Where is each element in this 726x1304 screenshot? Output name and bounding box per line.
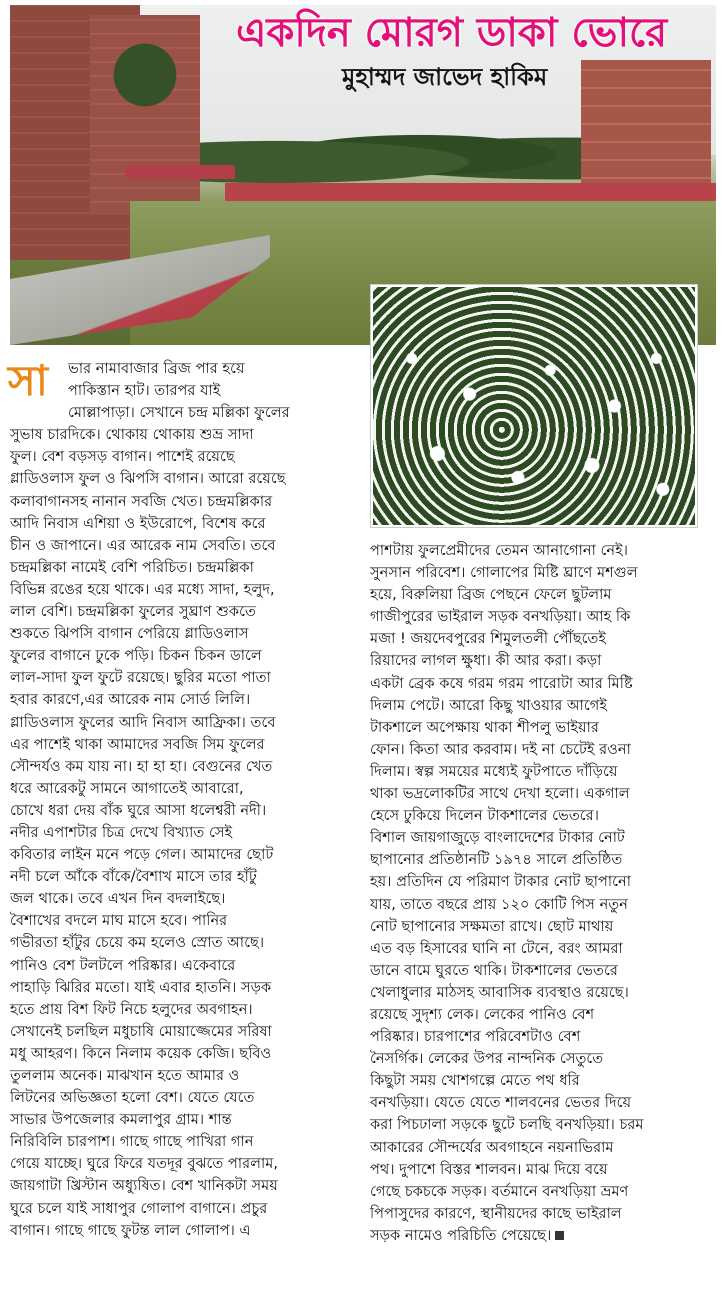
body-text-line: ছাপানোর প্রতিষ্ঠানটি ১৯৭৪ সালে প্রতিষ্ঠিত [370, 851, 623, 869]
body-text-line: চোখে ধরা দেয় বাঁক ঘুরে আসা ধলেশ্বরী নদী। [10, 801, 267, 819]
body-text-line: নোট ছাপানোর সক্ষমতা রাখে। ছোট মাথায় [370, 917, 614, 935]
body-text-line: দিলাম। স্বল্প সময়ের মধ্যেই ফুটপাতে দাঁড়িয়ে [370, 762, 618, 780]
body-text-line: মধু আহরণ। কিনে নিলাম কয়েক কেজি। ছবিও [10, 1044, 272, 1062]
chrysanthemum-field-photo [371, 285, 697, 527]
body-text-line: জল থাকে। তবে এখন দিন বদলাইছে। [10, 890, 226, 908]
body-text-line: গ্লাডিওলাস ফুল ও ঝিপসি বাগান। আরো রয়েছে [10, 470, 286, 488]
body-text-line: হতে প্রায় বিশ ফিট নিচে হলুদের অবগাহন। [10, 1000, 253, 1018]
body-text-line: হয়ে, বিরুলিয়া ব্রিজ পেছনে ফেলে ছুটলাম [370, 586, 612, 604]
body-text-line: নিরিবিলি চারপাশ। গাছে গাছে পাখিরা গান [10, 1133, 254, 1151]
body-text-line: পরিষ্কার। চারপাশের পরিবেশটাও বেশ [370, 1028, 581, 1046]
body-text-line: তুললাম অনেক। মাঝখান হতে আমার ও [10, 1067, 240, 1084]
body-text-line: সড়ক নামেও পরিচিতি পেয়েছে। [370, 1225, 716, 1247]
body-text-line: শুকতে ঝিপসি বাগান পেরিয়ে গ্লাডিওলাস [10, 625, 249, 643]
body-text-line: কিছুটা সময় খোশগল্পে মেতে পথ ধরি [370, 1072, 580, 1090]
body-text-line: এত বড় হিসাবের ঘানি না টেনে, বরং আমরা [370, 939, 623, 957]
body-text-line: একটা ব্রেক কষে গরম গরম পারোটা আর মিষ্টি [370, 674, 633, 692]
body-text-line: এর পাশেই থাকা আমাদের সবজি সিম ফুলের [10, 735, 265, 753]
body-text-line: বিশাল জায়গাজুড়ে বাংলাদেশের টাকার নোট [370, 829, 625, 847]
body-text-line: গভীরতা হাঁটুর চেয়ে কম হলেও স্রোত আছে। [10, 934, 265, 952]
body-text-line: লিটনের অভিজ্ঞতা হলো বেশ। যেতে যেতে [10, 1089, 255, 1107]
body-text-line: পাশটায় ফুলপ্রেমীদের তেমন আনাগোনা নেই। [370, 542, 628, 559]
body-text-line: ধরে আরেকটু সামনে আগাতেই আবারো, [10, 779, 244, 797]
body-text-line: কবিতার লাইন মনে পড়ে গেল। আমাদের ছোট [10, 846, 274, 864]
red-boundary-wall [225, 183, 716, 201]
body-text-line: টাকশালে অপেক্ষায় থাকা শীপলু ভাইয়ার [370, 718, 599, 736]
column-right [370, 540, 716, 1247]
body-text-line: হয়। প্রতিদিন যে পরিমাণ টাকার নোট ছাপানো [370, 873, 631, 891]
body-text-line: লাল-সাদা ফুল ফুটে রয়েছে। ছুরির মতো পাতা [10, 669, 271, 687]
body-text-line: করা পিচঢালা সড়কে ছুটে চলছি বনখড়িয়া। চরম [370, 1116, 644, 1134]
body-text-line: পাকিস্তান হাট। তারপর যাই [68, 382, 221, 400]
body-text-line: হবার কারণে,এর আরেক নাম সোর্ড লিলি। [10, 691, 251, 709]
body-text-line: গেছে চকচকে সড়ক। বর্তমানে বনখড়িয়া ভ্রমণ [370, 1182, 629, 1200]
body-text-line: বিভিন্ন রঙের হয়ে থাকে। এর মধ্যে সাদা, হলুদ, [10, 580, 275, 598]
article-title: একদিন মোরগ ডাকা ভোরে [236, 10, 668, 56]
body-text-line: যায়, তাতে বছরে প্রায় ১২০ কোটি পিস নতুন [370, 895, 628, 913]
body-text-line: ডানে বামে ঘুরতে থাকি। টাকশালের ভেতরে [370, 961, 618, 979]
body-text-line: ফুল। বেশ বড়সড় বাগান। পাশেই রয়েছে [10, 448, 235, 466]
column-left [10, 358, 360, 1242]
body-text-line: বৈশাখের বদলে মাঘ মাসে হবে। পানির [10, 912, 228, 930]
palm-tree [105, 35, 185, 115]
body-text-line: আদি নিবাস এশিয়া ও ইউরোপে, বিশেষ করে [10, 514, 266, 532]
body-text-line: সৌন্দর্যও কম যায় না। হা হা হা। বেগুনের খেত [10, 757, 273, 775]
body-text-line: বনখড়িয়া। যেতে যেতে শালবনের ভেতর দিয়ে [370, 1094, 632, 1112]
body-text-line: খেলাধুলার মাঠসহ আবাসিক ব্যবস্থাও রয়েছে। [370, 983, 629, 1001]
body-text-line: নদী চলে আঁকে বাঁকে/বৈশাখ মাসে তার হাঁটু [10, 868, 257, 886]
body-text-line: আকারের সৌন্দর্যের অবগাহনে নয়নাভিরাম [370, 1138, 614, 1156]
body-text-line: সাভার উপজেলার কমলাপুর গ্রাম। শান্ত [10, 1111, 232, 1129]
brick-building-right [581, 60, 711, 195]
body-text-line: রয়েছে সুদৃশ্য লেক। লেকের পানিও বেশ [370, 1005, 595, 1023]
body-text-line: পাহাড়ি ঝিরির মতো। যাই এবার হাতনি। সড়ক [10, 978, 272, 996]
body-text-line: হেসে ঢুকিয়ে দিলেন টাকশালের ভেতরে। [370, 807, 599, 825]
body-text-line: জায়গাটা খ্রিস্টান অধ্যুষিত। বেশ খানিকটা সময় [10, 1177, 278, 1195]
body-text-line: ফোন। কিতা আর করবাম। দই না চেটেই রওনা [370, 740, 631, 758]
body-text-line: পানিও বেশ টলটলে পরিষ্কার। একেবারে [10, 956, 236, 974]
body-text-line: রিয়াদের লাগল ক্ষুধা। কী আর করা। কড়া [370, 652, 602, 670]
body-text-line: ঘুরে চলে যাই সাধাপুর গোলাপ বাগানে। প্রচুর [10, 1199, 268, 1217]
body-text-line: ভার নামাবাজার ব্রিজ পার হয়ে [68, 360, 245, 377]
body-text-line: গ্লাডিওলাস ফুলের আদি নিবাস আফ্রিকা। তবে [10, 713, 276, 731]
body-text-line: বাগান। গাছে গাছে ফুটন্ত লাল গোলাপ। এ [10, 1221, 251, 1239]
body-text-line: কলাবাগানসহ নানান সবজি খেত। চন্দ্রমল্লিকার [10, 492, 273, 510]
body-text-line: নৈসর্গিক। লেকের উপর নান্দনিক সেতুতে [370, 1050, 604, 1068]
body-text-line: পিপাসুদের কারণে, স্থানীয়দের কাছে ভাইরাল [370, 1204, 622, 1222]
gazebo-roof [125, 165, 235, 179]
body-text-line: ফুলের বাগানে ঢুকে পড়ি। চিকন চিকন ডালে [10, 647, 262, 665]
body-text-line: গাজীপুরের ভাইরাল সড়ক বনখড়িয়া। আহ কি [370, 608, 631, 626]
body-text-line: থাকা ভদ্রলোকটির সাথে দেখা হলো। একগাল [370, 785, 630, 803]
article-author: মুহাম্মদ জাভেদ হাকিম [342, 63, 548, 91]
body-text-line: পথ। দুপাশে বিস্তর শালবন। মাঝ দিয়ে বয়ে [370, 1160, 608, 1178]
body-text-line: সুনসান পরিবেশ। গোলাপের মিষ্টি ঘ্রাণে মশগুল [370, 564, 638, 582]
body-text-line: চীন ও জাপানে। এর আরেক নাম সেবতি। তবে [10, 536, 276, 554]
body-text-line: গেয়ে যাচ্ছে। ঘুরে ফিরে যতদূর বুঝতে পারলাম, [10, 1155, 279, 1173]
body-text-line: নদীর এপাশটার চিত্র দেখে বিখ্যাত সেই [10, 823, 233, 841]
end-of-article-mark [555, 1231, 564, 1240]
body-text-line: সুভাষ চারদিকে। থোকায় থোকায় শুভ্র সাদা [10, 426, 254, 444]
body-text-line: মোল্লাপাড়া। সেখানে চন্দ্র মল্লিকা ফুলের [68, 404, 290, 422]
body-text-line: দিলাম পেটে। আরো কিছু খাওয়ার আগেই [370, 696, 607, 714]
body-text-line: সেখানেই চলছিল মধুচাষি মোয়াজ্জেমের সরিষা [10, 1022, 272, 1040]
body-text-line: চন্দ্রমল্লিকা নামেই বেশি পরিচিত। চন্দ্রমল্লিকা [10, 558, 254, 576]
body-text-line: মজা ! জয়দেবপুরের শিমুলতলী পৌঁছতেই [370, 630, 606, 648]
body-text-line: লাল বেশি। চন্দ্রমল্লিকা ফুলের সুঘ্রাণ শুকতে [10, 603, 256, 621]
drop-cap: সা [8, 356, 48, 405]
